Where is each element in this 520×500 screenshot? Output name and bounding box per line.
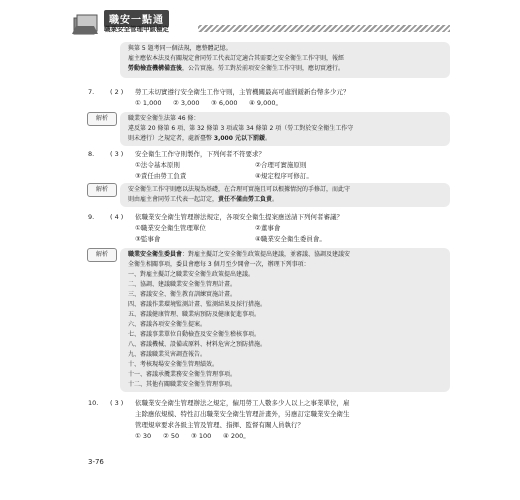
option-3: ③監事會 <box>135 235 161 243</box>
question-text: 依職業安全衛生管理辦法之規定，僱用勞工人數多少人以上之事業單位，雇 <box>135 399 350 407</box>
analysis-line: 則未遵行）之規定者，處新臺幣 3,000 元以下罰鍰。 <box>128 135 272 142</box>
question-number: 9. <box>88 213 95 221</box>
analysis-tag: 解析 <box>87 112 117 126</box>
question-8 <box>88 149 265 160</box>
question-10 <box>88 398 350 409</box>
list-item: 三、審議安全、衛生教育訓練實施計畫。 <box>128 291 237 298</box>
analysis-box-q8 <box>95 183 450 207</box>
analysis-line: 全衛生相關事項，委員會應每 3 個月至少開會一次，辦理下列事項： <box>128 261 310 268</box>
list-item: 四、審議作業環境監測計畫、監測結果及採行措施。 <box>128 301 267 308</box>
answer-key: ( 3 ) <box>110 399 124 407</box>
book-subtitle: 職業安全管理甲級檢定 <box>104 25 169 33</box>
page-header <box>70 10 450 36</box>
list-item: 五、審議健康管理、職業病預防及健康促進事項。 <box>128 311 261 318</box>
option-4: ④規定程序可修訂。 <box>255 172 313 180</box>
note-line: 與第 5 題考同一個法規，應整體記憶。 <box>128 45 232 52</box>
question-number: 7. <box>88 88 95 96</box>
question-text: 依職業安全衛生管理辦法規定，各項安全衛生提案應送請下列何者審議？ <box>135 213 343 221</box>
answer-key: ( 3 ) <box>110 150 124 158</box>
option-2: ② 50 <box>163 432 180 440</box>
answer-key: ( 4 ) <box>110 213 124 221</box>
question-7 <box>88 87 350 98</box>
question-number: 8. <box>88 150 95 158</box>
option-4: ④ 200。 <box>223 432 250 440</box>
option-3: ③ 6,000 <box>211 99 238 107</box>
option-4: ④ 9,000。 <box>249 99 283 107</box>
analysis-line: 職業安全衛生委員會：對雇主擬訂之安全衛生政策提出建議，並審議、協調及建議安 <box>128 251 351 258</box>
question-9 <box>88 212 343 223</box>
note-line: 雇主應依本法及有關規定會同勞工代表訂定適合其需要之安全衛生工作守則，報經 <box>128 55 345 62</box>
analysis-line: 安全衛生工作守則應以法規為基礎，在合理可實施且可以根據情況的手修訂，而此守 <box>128 186 351 193</box>
option-2: ②合理可實施原則 <box>255 161 307 169</box>
option-2: ② 3,000 <box>173 99 200 107</box>
analysis-line: 則由雇主會同勞工代表一起訂定，責任不僅由勞工負責。 <box>128 196 279 203</box>
option-3: ③ 100 <box>191 432 212 440</box>
option-1: ①職業安全衛生管理單位 <box>135 224 206 232</box>
top-note-box <box>120 42 450 78</box>
list-item: 一、對雇主擬訂之職業安全衛生政策提出建議。 <box>128 271 255 278</box>
question-number: 10. <box>88 399 99 407</box>
option-1: ① 30 <box>135 432 152 440</box>
list-item: 七、審議事業單位自動檢查及安全衛生稽核事項。 <box>128 331 261 338</box>
answer-key: ( 2 ) <box>110 88 124 96</box>
list-item: 十一、審議承攬業務安全衛生管理事項。 <box>128 371 237 378</box>
list-item: 六、審議各項安全衛生提案。 <box>128 321 207 328</box>
list-item: 十、考核現場安全衛生管理績效。 <box>128 361 219 368</box>
question-text-line: 管理規章要求各級主管及管理、指揮、監督有關人員執行？ <box>135 421 304 429</box>
option-1: ① 1,000 <box>135 99 162 107</box>
brand-title: 職安一點通 <box>104 10 169 27</box>
option-3: ③責任由勞工負責 <box>135 172 187 180</box>
note-line: 勞動檢查機構備查後，公告實施。勞工對於前項安全衛生工作守則，應切實遵行。 <box>128 65 345 72</box>
page-number: 3-76 <box>88 458 104 466</box>
option-1: ①法令基本原則 <box>135 161 180 169</box>
question-text-line: 主除應依規模、特性訂出職業安全衛生管理計畫外，另應訂定職業安全衛生 <box>135 410 350 418</box>
list-item: 八、審議機械、設備或原料、材料危害之預防措施。 <box>128 341 267 348</box>
document-stack-icon <box>70 12 100 36</box>
analysis-tag: 解析 <box>87 183 117 197</box>
list-item: 九、審議職業災害調查報告。 <box>128 351 207 358</box>
option-2: ②董事會 <box>255 224 281 232</box>
question-text: 安全衛生工作守則製作，下列何者不符要求？ <box>135 150 265 158</box>
question-text: 勞工未切實遵行安全衛生工作守則，主管機關最高可處罰鍰新台幣多少元？ <box>135 88 350 96</box>
analysis-box-q9 <box>95 248 450 392</box>
analysis-box-q7 <box>95 112 450 146</box>
list-item: 十二、其他有關職業安全衛生管理事項。 <box>128 381 237 388</box>
list-item: 二、協調、建議職業安全衛生管理計畫。 <box>128 281 237 288</box>
analysis-line: 職業安全衛生法第 46 條： <box>128 115 200 122</box>
header-stripe <box>198 25 450 32</box>
analysis-line: 違反第 20 條第 6 項、第 32 條第 3 項或第 34 條第 2 項（勞工對於安全衛生工作守 <box>128 125 354 132</box>
option-4: ④職業安全衛生委員會。 <box>255 235 326 243</box>
analysis-tag: 解析 <box>87 248 117 262</box>
